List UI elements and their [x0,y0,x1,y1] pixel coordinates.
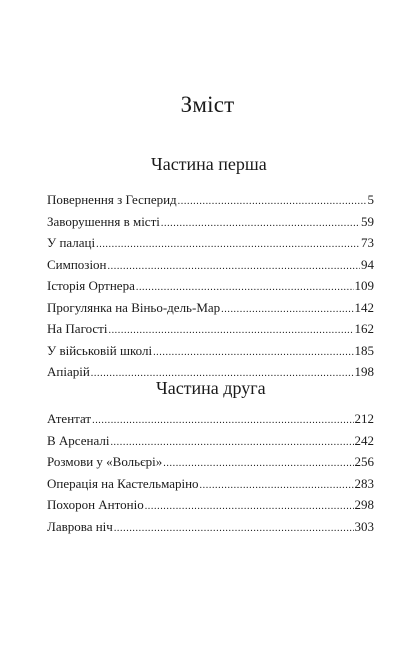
toc-entry-page: 283 [354,475,374,491]
toc-entry-page: 5 [367,192,374,207]
toc-entry-page: 212 [354,411,374,426]
toc-entry-title: Історія Ортнера [47,278,135,293]
toc-entry[interactable] [47,254,374,276]
toc-entry-page: 94 [361,256,374,272]
part-heading: Частина перша [151,154,267,174]
toc-entry[interactable] [47,297,374,319]
toc-entry-page: 73 [361,235,374,250]
toc-entry-page: 303 [354,518,374,534]
toc-entry-page: 256 [354,454,374,469]
dot-leader [114,518,354,540]
dot-leader [108,256,360,278]
toc-entry-page: 298 [354,497,374,512]
toc-entry-page: 162 [354,321,374,336]
part-heading: Частина друга [156,378,266,398]
toc-entry-title: У військовій школі [47,342,153,358]
toc-entry-title: Апіарій [47,364,90,379]
dot-leader [110,432,353,454]
toc-entry[interactable] [47,473,374,495]
toc-entry-page: 142 [354,299,374,315]
toc-entry[interactable] [47,232,374,254]
toc-entry-page: 109 [354,278,374,293]
toc-entry[interactable] [47,211,374,233]
toc-list-part-2 [47,408,374,537]
toc-entry-title: Лаврова ніч [47,518,113,534]
toc-entry-page: 59 [361,213,374,229]
toc-entry[interactable] [47,494,374,516]
dot-leader [96,234,360,256]
toc-entry-page: 185 [354,342,374,358]
toc-entry-title: Атентат [47,411,92,426]
toc-entry-title: Прогулянка на Віньо-дель-Мар [47,299,221,315]
dot-leader [153,342,353,364]
toc-entry-title: В Арсеналі [47,432,110,448]
page-title: Зміст [180,92,235,117]
dot-leader [92,410,353,432]
dot-leader [136,277,354,299]
dot-leader [200,475,354,497]
dot-leader [145,496,354,518]
dot-leader [221,299,353,321]
toc-entry-title: Повернення з Гесперид [47,192,177,207]
toc-entry[interactable] [47,275,374,297]
toc-entry-page: 198 [354,364,374,379]
toc-entry-title: Операція на Кастельмаріно [47,475,199,491]
toc-entry-title: Симпозіон [47,256,107,272]
toc-list-part-1 [47,189,374,383]
dot-leader [108,320,353,342]
toc-entry-title: У палаці [47,235,96,250]
toc-entry-page: 242 [354,432,374,448]
toc-entry[interactable] [47,451,374,473]
toc-entry[interactable] [47,318,374,340]
toc-entry[interactable] [47,340,374,362]
toc-entry[interactable] [47,408,374,430]
toc-entry[interactable] [47,430,374,452]
toc-entry[interactable] [47,516,374,538]
dot-leader [163,453,353,475]
dot-leader [161,213,360,235]
toc-entry-title: Розмови у «Вольєрі» [47,454,163,469]
toc-entry-title: Похорон Антоніо [47,497,144,512]
dot-leader [178,191,367,213]
toc-entry[interactable] [47,189,374,211]
toc-entry-title: Заворушення в місті [47,213,160,229]
toc-entry-title: На Пагості [47,321,108,336]
